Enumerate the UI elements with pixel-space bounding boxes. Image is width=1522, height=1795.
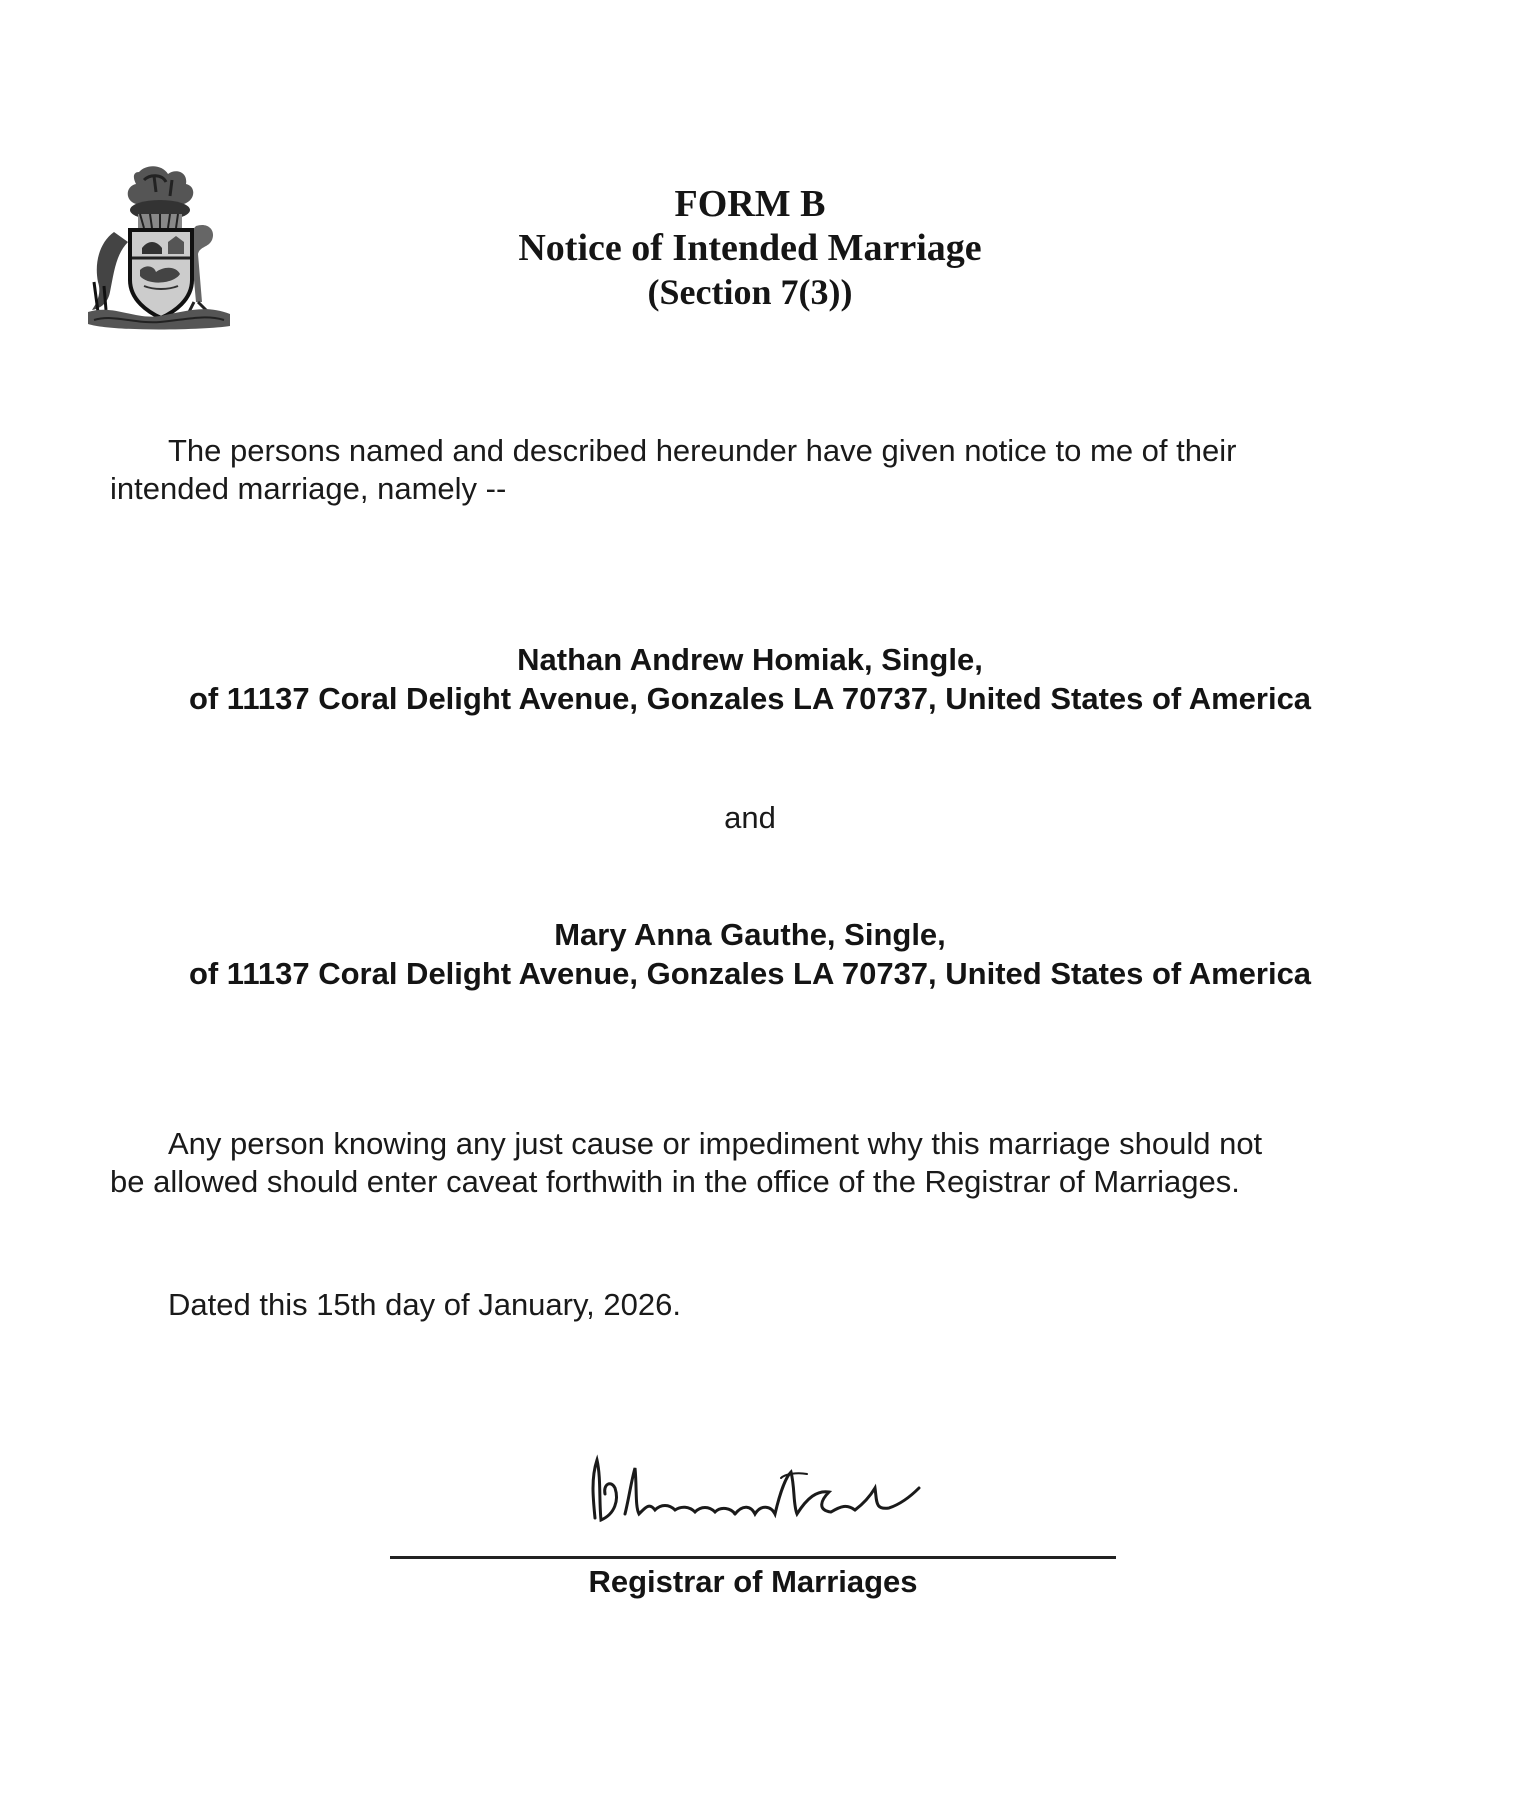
signature-line (390, 1556, 1116, 1559)
party-2-name: Mary Anna Gauthe, Single, (554, 917, 946, 952)
intro-line-2: intended marriage, namely -- (110, 471, 507, 506)
conjunction-text: and (724, 800, 776, 835)
form-id: FORM B (674, 183, 826, 225)
form-title: Notice of Intended Marriage (518, 227, 982, 269)
party-2-address: of 11137 Coral Delight Avenue, Gonzales LA 70737, United States of America (188, 956, 1312, 991)
caveat-paragraph (110, 1125, 1400, 1201)
handwritten-signature (585, 1448, 925, 1538)
coat-of-arms-icon (84, 162, 234, 332)
caveat-line-2: be allowed should enter caveat forthwith in the office of the Registrar of Marriages. (110, 1164, 1240, 1199)
form-header (400, 182, 1100, 314)
signature-label: Registrar of Marriages (588, 1564, 918, 1599)
dated-line: Dated this 15th day of January, 2026. (168, 1287, 681, 1322)
intro-line-1: The persons named and described hereunder have given notice to me of their (168, 433, 1237, 468)
party-2 (100, 915, 1400, 993)
party-1-name: Nathan Andrew Homiak, Single, (517, 642, 983, 677)
intro-paragraph (110, 432, 1400, 508)
caveat-line-1: Any person knowing any just cause or impediment why this marriage should not (168, 1126, 1263, 1161)
form-section: (Section 7(3)) (647, 272, 853, 312)
party-1 (100, 640, 1400, 718)
party-1-address: of 11137 Coral Delight Avenue, Gonzales LA 70737, United States of America (188, 681, 1312, 716)
